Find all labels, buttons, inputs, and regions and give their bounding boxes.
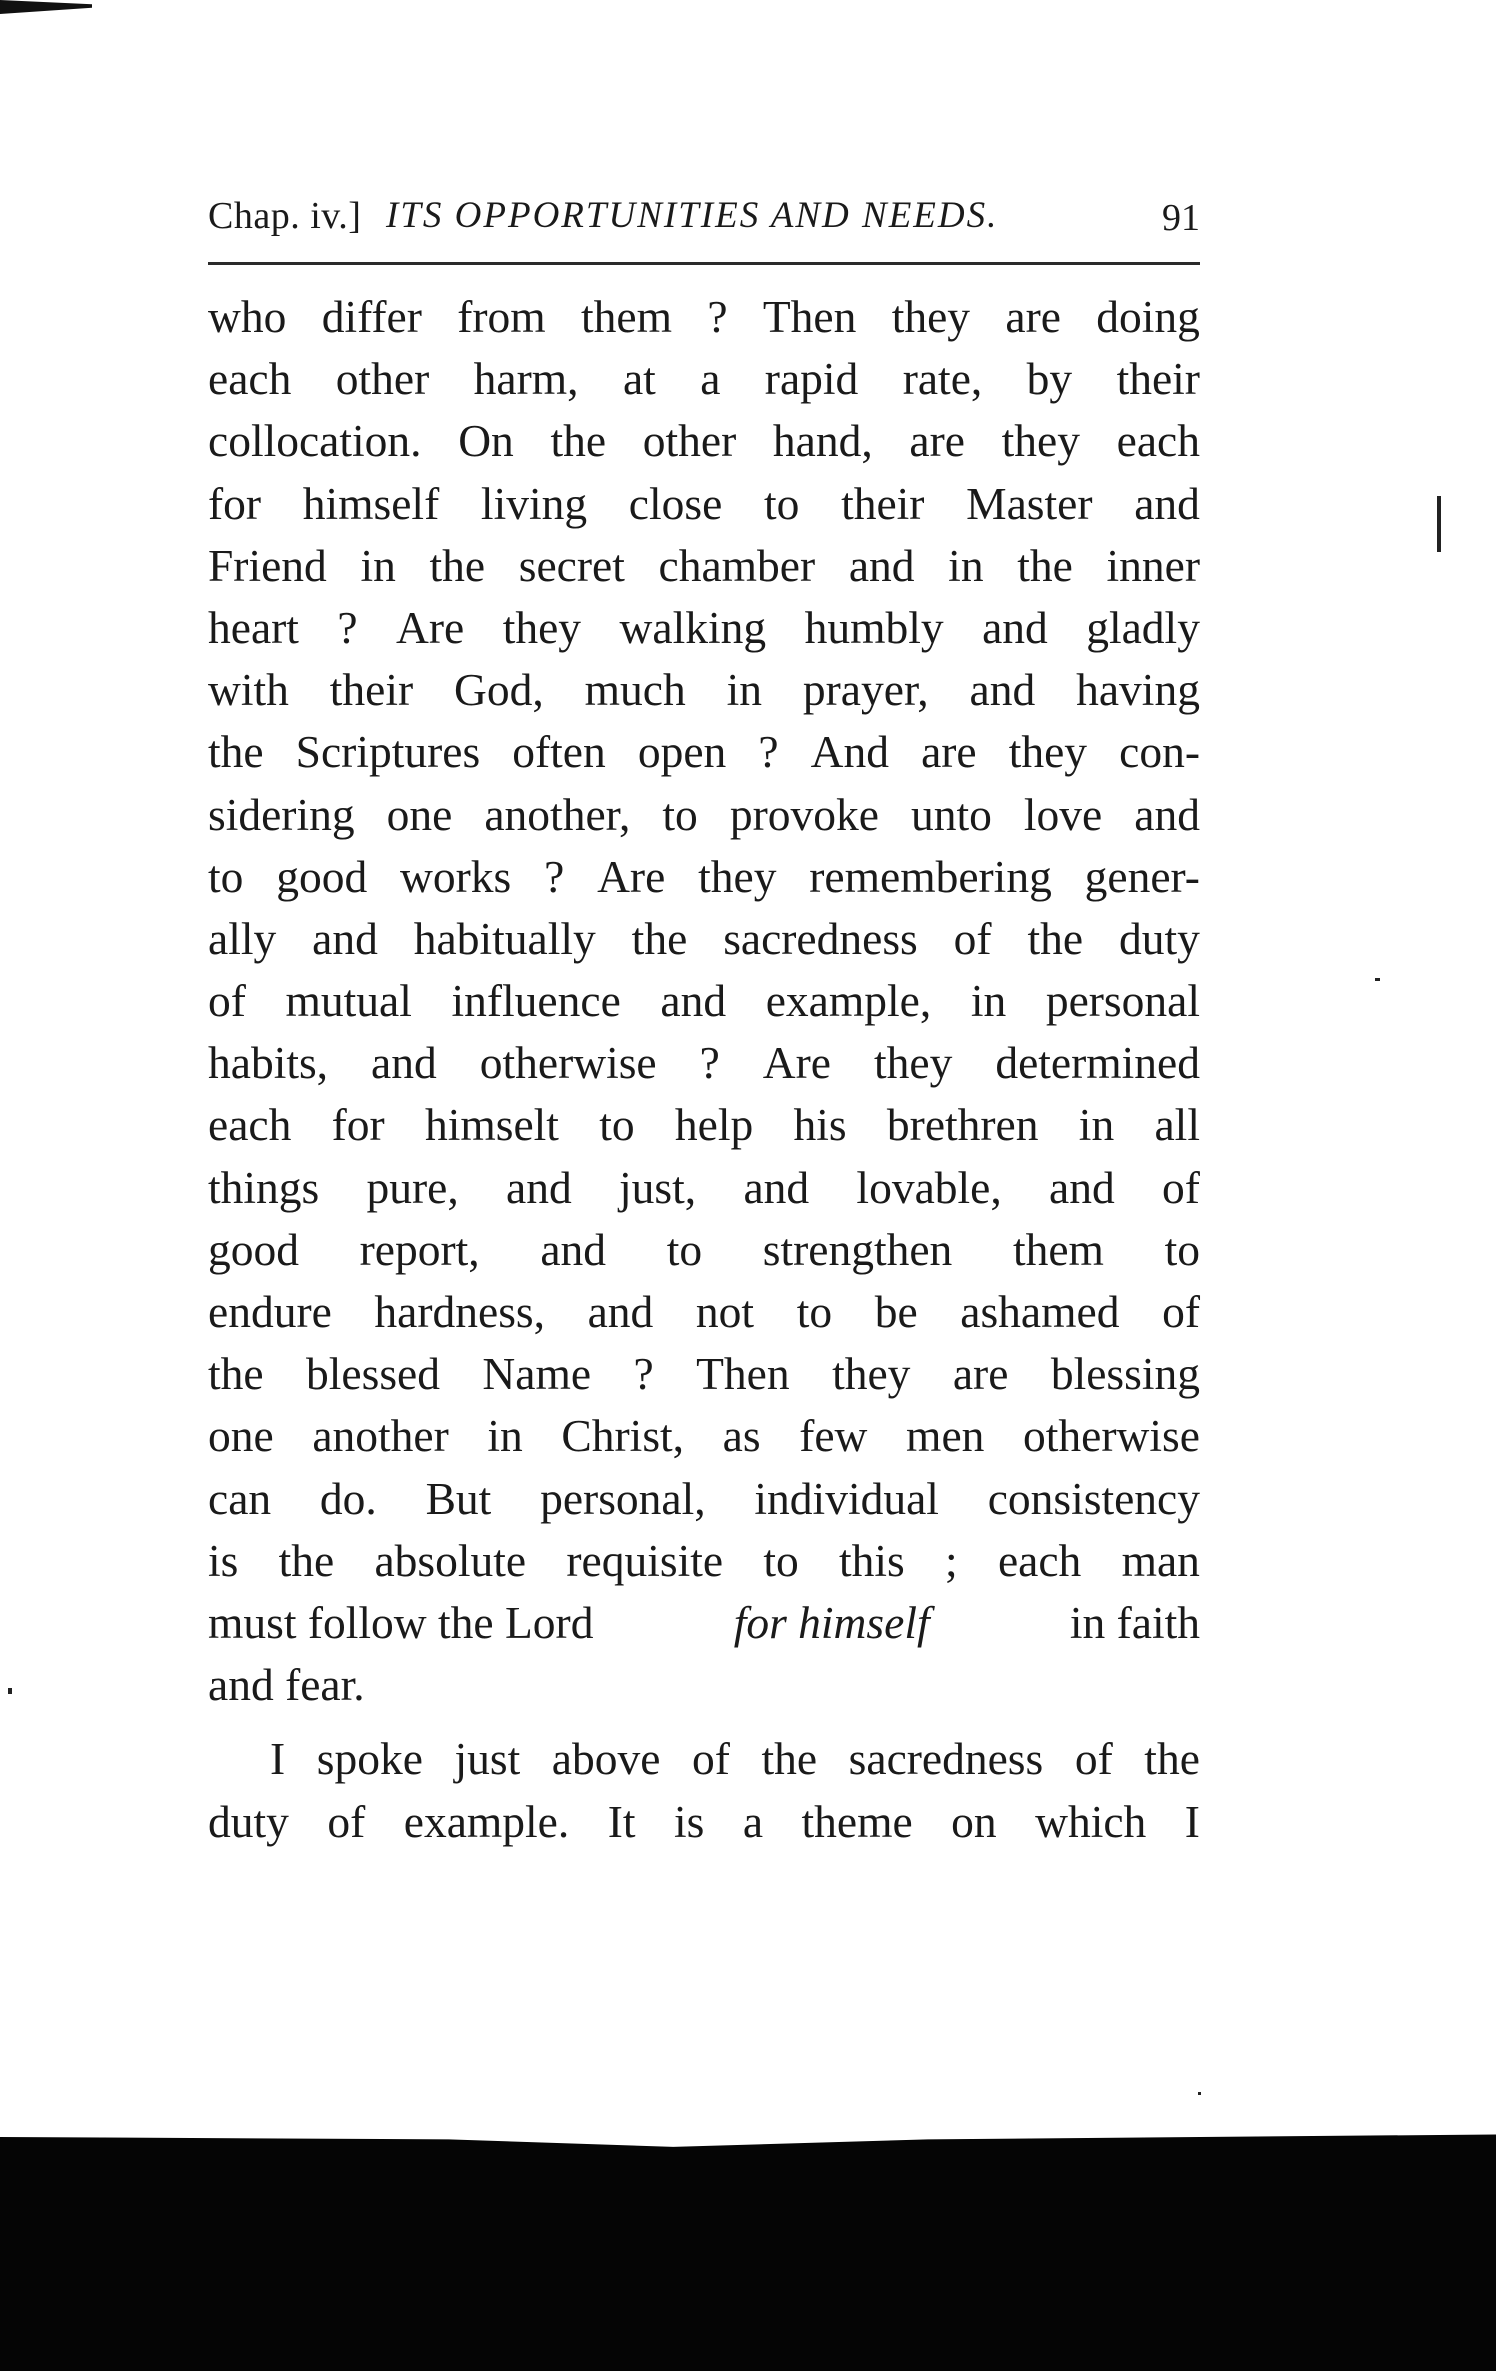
word: to — [599, 1099, 635, 1151]
margin-speck — [1437, 496, 1441, 552]
word: hardness, — [374, 1286, 545, 1337]
word: God, — [454, 664, 544, 716]
word: each — [208, 1099, 292, 1151]
word: Then — [696, 1348, 790, 1400]
text-line — [208, 721, 1200, 783]
word: habits, — [208, 1037, 329, 1089]
word: consistency — [987, 1472, 1200, 1524]
word: in — [948, 539, 984, 591]
text-line — [208, 1791, 1200, 1853]
word: are — [909, 415, 965, 467]
word: in — [487, 1410, 523, 1462]
word: blessed — [306, 1348, 440, 1400]
text-line-with-italic — [208, 1592, 1200, 1654]
word: their — [1116, 353, 1200, 405]
word: the — [1027, 912, 1084, 964]
page-number: 91 — [1162, 197, 1200, 239]
word: can — [208, 1472, 272, 1524]
word: influence — [451, 975, 621, 1027]
word: men — [906, 1410, 985, 1462]
word: each — [208, 353, 292, 405]
word: spoke — [316, 1733, 423, 1785]
text-line — [208, 1219, 1200, 1281]
word: man — [1121, 1534, 1200, 1586]
word: each — [1116, 415, 1200, 467]
word: other — [335, 353, 430, 405]
word: are — [921, 726, 977, 778]
word: example, — [765, 975, 932, 1027]
word: one — [208, 1410, 274, 1462]
word: at — [622, 353, 656, 405]
word: personal — [1045, 975, 1200, 1027]
word: rapid — [764, 353, 859, 405]
word: secret — [518, 539, 625, 591]
word: and — [848, 539, 915, 591]
text-line — [208, 970, 1200, 1032]
word: differ — [321, 291, 422, 342]
word: in — [1078, 1099, 1115, 1151]
word: and — [587, 1286, 654, 1337]
word: from — [457, 291, 546, 342]
margin-speck — [8, 1688, 12, 1694]
line-segment: in faith — [1069, 1596, 1200, 1648]
word: and — [969, 664, 1036, 716]
word: and — [1134, 788, 1200, 840]
word: otherwise — [1023, 1410, 1200, 1462]
word: I — [270, 1733, 286, 1785]
text-line — [208, 348, 1200, 410]
word: to — [662, 788, 698, 840]
word: determined — [995, 1037, 1200, 1089]
word: love — [1023, 788, 1103, 840]
word: Then — [762, 291, 857, 342]
chapter-label: Chap. iv.] — [208, 195, 362, 237]
word: they — [1008, 726, 1088, 778]
word: gener- — [1084, 850, 1200, 902]
word: On — [458, 415, 514, 467]
word: one — [386, 788, 453, 840]
word: heart — [208, 601, 299, 653]
word: and — [660, 975, 727, 1027]
word: in — [360, 539, 396, 591]
word: are — [1005, 291, 1061, 342]
word: It — [607, 1795, 636, 1847]
word: this — [839, 1534, 905, 1586]
text-line — [208, 473, 1200, 535]
word: the — [208, 726, 264, 778]
word: otherwise — [479, 1037, 657, 1089]
word: Christ, — [561, 1410, 685, 1462]
word: and — [540, 1223, 607, 1275]
word: strengthen — [762, 1223, 953, 1275]
word: and — [506, 1161, 572, 1213]
word: ? — [337, 601, 358, 653]
word: often — [512, 726, 606, 778]
word: hand, — [772, 415, 873, 467]
text-line — [208, 1343, 1200, 1405]
word: close — [628, 477, 723, 529]
word: Scriptures — [295, 726, 481, 778]
word: their — [841, 477, 925, 529]
word: help — [674, 1099, 754, 1151]
word: of — [1162, 1286, 1200, 1337]
word: the — [761, 1733, 818, 1785]
word: are — [952, 1348, 1009, 1400]
word: which — [1035, 1795, 1147, 1847]
word: to — [796, 1286, 833, 1337]
text-line — [208, 846, 1200, 908]
text-line — [208, 1094, 1200, 1156]
word: open — [637, 726, 727, 778]
text-line — [208, 1405, 1200, 1467]
text-line — [208, 597, 1200, 659]
word: to — [763, 477, 800, 529]
word: above — [551, 1733, 661, 1785]
word: to — [666, 1223, 703, 1275]
word: in — [726, 664, 763, 716]
word: the — [550, 415, 607, 467]
word: of — [692, 1733, 730, 1785]
paragraph-end: and fear. — [208, 1659, 365, 1711]
word: ashamed — [960, 1286, 1120, 1337]
word: ; — [945, 1534, 958, 1586]
word: rate, — [902, 353, 983, 405]
word: for — [331, 1099, 385, 1151]
word: requisite — [566, 1534, 724, 1586]
word: sidering — [208, 788, 355, 840]
word: other — [642, 415, 737, 467]
word: of — [208, 975, 246, 1027]
word: report, — [359, 1223, 480, 1275]
word: gladly — [1086, 601, 1200, 653]
word: in — [970, 975, 1007, 1027]
word: is — [208, 1534, 239, 1586]
word: they — [832, 1348, 911, 1400]
word: and — [743, 1161, 810, 1213]
word: as — [722, 1410, 761, 1462]
scan-edge-mark — [0, 0, 92, 14]
word: much — [584, 664, 686, 716]
word: ? — [758, 726, 779, 778]
word: theme — [801, 1795, 913, 1847]
word: chamber — [658, 539, 816, 591]
word: himself — [302, 477, 440, 529]
word: who — [208, 291, 287, 342]
word: works — [400, 850, 512, 902]
word: to — [1164, 1223, 1200, 1275]
word: they — [1001, 415, 1080, 467]
word: not — [695, 1286, 755, 1337]
text-line — [208, 784, 1200, 846]
word: good — [276, 850, 368, 902]
word: and — [371, 1037, 437, 1089]
word: they — [891, 291, 971, 342]
word: mutual — [285, 975, 412, 1027]
word: they — [698, 850, 777, 902]
word: do. — [319, 1472, 377, 1524]
word: a — [700, 353, 721, 405]
word: the — [1017, 539, 1073, 591]
word: harm, — [473, 353, 579, 405]
word: on — [951, 1795, 997, 1847]
text-line — [208, 659, 1200, 721]
scan-bottom-shadow — [0, 2122, 1496, 2371]
word: Are — [396, 601, 465, 653]
word: few — [799, 1410, 868, 1462]
word: Master — [966, 477, 1093, 529]
word: be — [874, 1286, 918, 1337]
text-line — [208, 1468, 1200, 1530]
word: prayer, — [802, 664, 929, 716]
word: endure — [208, 1286, 332, 1337]
text-line — [208, 410, 1200, 472]
word: habitually — [413, 912, 596, 964]
word: Friend — [208, 539, 327, 591]
word: remembering — [809, 850, 1052, 902]
word: himselt — [424, 1099, 559, 1151]
word: pure, — [366, 1161, 459, 1213]
word: for — [208, 477, 262, 529]
word: is — [673, 1795, 705, 1847]
word: of — [1074, 1733, 1113, 1785]
word: humbly — [804, 601, 944, 653]
italic-emphasis: for himself — [733, 1596, 930, 1648]
word: having — [1076, 664, 1200, 716]
word: collocation. — [208, 415, 422, 467]
word: the — [208, 1348, 264, 1400]
word: to — [763, 1534, 799, 1586]
word: ? — [633, 1348, 654, 1400]
word: But — [425, 1472, 492, 1524]
word: and — [312, 912, 378, 964]
word: Name — [482, 1348, 592, 1400]
word: they — [502, 601, 582, 653]
word: another, — [484, 788, 631, 840]
word: lovable, — [856, 1161, 1002, 1213]
word: and — [1049, 1161, 1115, 1213]
word: individual — [754, 1472, 939, 1524]
word: by — [1026, 353, 1073, 405]
word: the — [278, 1534, 335, 1586]
word: provoke — [729, 788, 879, 840]
word: them — [581, 291, 673, 342]
word: ? — [699, 1037, 720, 1089]
word: sacredness — [723, 912, 918, 964]
word: Are — [762, 1037, 832, 1089]
running-title: ITS OPPORTUNITIES AND NEEDS. — [386, 195, 999, 236]
text-line — [208, 908, 1200, 970]
word: blessing — [1050, 1348, 1200, 1400]
header-rule — [208, 262, 1200, 265]
word: duty — [208, 1795, 289, 1847]
text-line — [208, 535, 1200, 597]
word: his — [793, 1099, 847, 1151]
word: ? — [707, 291, 728, 342]
margin-speck — [1198, 2092, 1201, 2095]
word: of — [1162, 1161, 1200, 1213]
word: ally — [208, 912, 277, 964]
word: living — [480, 477, 588, 529]
word: example. — [403, 1795, 570, 1847]
body-text — [208, 286, 1200, 1853]
word: all — [1154, 1099, 1200, 1151]
word: things — [208, 1161, 320, 1213]
word: and — [1134, 477, 1200, 529]
word: sacredness — [848, 1733, 1044, 1785]
word: just — [454, 1733, 521, 1785]
margin-speck — [1375, 978, 1380, 981]
word: a — [742, 1795, 764, 1847]
word: And — [810, 726, 889, 778]
word: they — [874, 1037, 953, 1089]
word: con- — [1119, 726, 1200, 778]
word: the — [1144, 1733, 1200, 1785]
text-line — [208, 1530, 1200, 1592]
word: them — [1012, 1223, 1104, 1275]
word: doing — [1096, 291, 1200, 342]
word: unto — [910, 788, 992, 840]
word: ? — [544, 850, 565, 902]
word: the — [631, 912, 688, 964]
word: good — [208, 1223, 299, 1275]
text-line — [208, 1654, 1200, 1716]
running-head — [208, 186, 1200, 246]
word: inner — [1106, 539, 1200, 591]
word: another — [312, 1410, 449, 1462]
word: just, — [619, 1161, 697, 1213]
word: brethren — [886, 1099, 1039, 1151]
word: of — [327, 1795, 366, 1847]
line-segment: must follow the Lord — [208, 1596, 594, 1648]
word: their — [329, 664, 414, 716]
text-line — [208, 1032, 1200, 1094]
word: Are — [597, 850, 666, 902]
text-line — [208, 1728, 1200, 1790]
word: personal, — [540, 1472, 706, 1524]
text-line — [208, 286, 1200, 348]
word: absolute — [374, 1534, 527, 1586]
word: of — [953, 912, 992, 964]
word: duty — [1119, 912, 1200, 964]
word: to — [208, 850, 244, 902]
word: each — [997, 1534, 1082, 1586]
word: walking — [619, 601, 767, 653]
word: I — [1184, 1795, 1200, 1847]
text-line — [208, 1157, 1200, 1219]
word: with — [208, 664, 289, 716]
word: the — [429, 539, 486, 591]
word: and — [982, 601, 1048, 653]
text-line — [208, 1281, 1200, 1343]
